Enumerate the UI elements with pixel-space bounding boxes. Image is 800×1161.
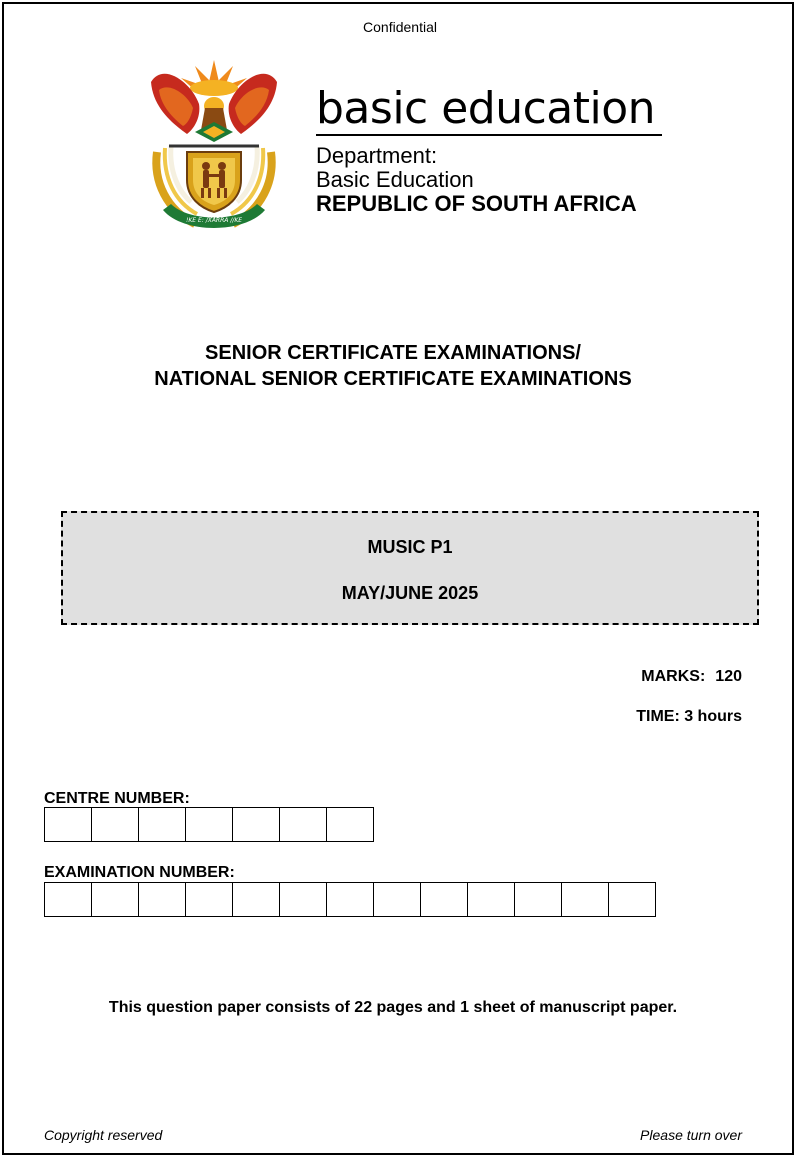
centre-number-cell[interactable]	[233, 808, 280, 842]
centre-number-cell[interactable]	[45, 808, 92, 842]
subject-name: MUSIC P1	[367, 537, 453, 557]
examination-number-cell[interactable]	[186, 883, 233, 917]
brand-underline	[316, 134, 662, 136]
examination-number-cell[interactable]	[562, 883, 609, 917]
confidential-label: Confidential	[363, 19, 437, 35]
exam-session: MAY/JUNE 2025	[341, 583, 479, 603]
examination-number-cell[interactable]	[45, 883, 92, 917]
svg-text:!KE E: /XARRA //KE: !KE E: /XARRA //KE	[185, 217, 243, 224]
examination-number-cell[interactable]	[327, 883, 374, 917]
centre-number-grid	[44, 807, 374, 842]
examination-number-cell[interactable]	[233, 883, 280, 917]
page-count-note: This question paper consists of 22 pages and 1 sheet of manuscript paper.	[108, 999, 678, 1016]
centre-number-cell[interactable]	[139, 808, 186, 842]
coat-of-arms-logo	[143, 52, 285, 232]
centre-number-cell[interactable]	[280, 808, 327, 842]
subject-box	[61, 511, 759, 625]
marks-label: MARKS:	[641, 668, 706, 685]
examination-number-cell[interactable]	[515, 883, 562, 917]
centre-number-cell[interactable]	[92, 808, 139, 842]
department-label: Department:	[316, 143, 438, 168]
centre-number-cell[interactable]	[327, 808, 374, 842]
country-name: REPUBLIC OF SOUTH AFRICA	[316, 191, 637, 216]
department-block	[316, 84, 666, 216]
copyright-notice: Copyright reserved	[44, 1127, 163, 1143]
examination-number-label: EXAMINATION NUMBER:	[44, 864, 235, 881]
centre-number-label: CENTRE NUMBER:	[44, 790, 190, 807]
examination-number-cell[interactable]	[92, 883, 139, 917]
department-name: Basic Education	[316, 167, 474, 192]
brand-wordmark: basic education	[316, 83, 656, 134]
examination-number-cell[interactable]	[421, 883, 468, 917]
turn-over-notice: Please turn over	[640, 1127, 742, 1143]
exam-title-line-1: SENIOR CERTIFICATE EXAMINATIONS/	[205, 342, 581, 364]
examination-number-cell[interactable]	[374, 883, 421, 917]
examination-number-cell[interactable]	[468, 883, 515, 917]
examination-number-cell[interactable]	[139, 883, 186, 917]
examination-number-cell[interactable]	[280, 883, 327, 917]
examination-number-cell[interactable]	[609, 883, 656, 917]
exam-title-line-2: NATIONAL SENIOR CERTIFICATE EXAMINATIONS	[154, 368, 632, 390]
exam-title	[0, 340, 786, 392]
marks-line	[641, 668, 742, 686]
marks-value: 120	[715, 668, 742, 685]
time-line: TIME: 3 hours	[636, 708, 742, 725]
centre-number-cell[interactable]	[186, 808, 233, 842]
examination-number-grid	[44, 882, 656, 917]
